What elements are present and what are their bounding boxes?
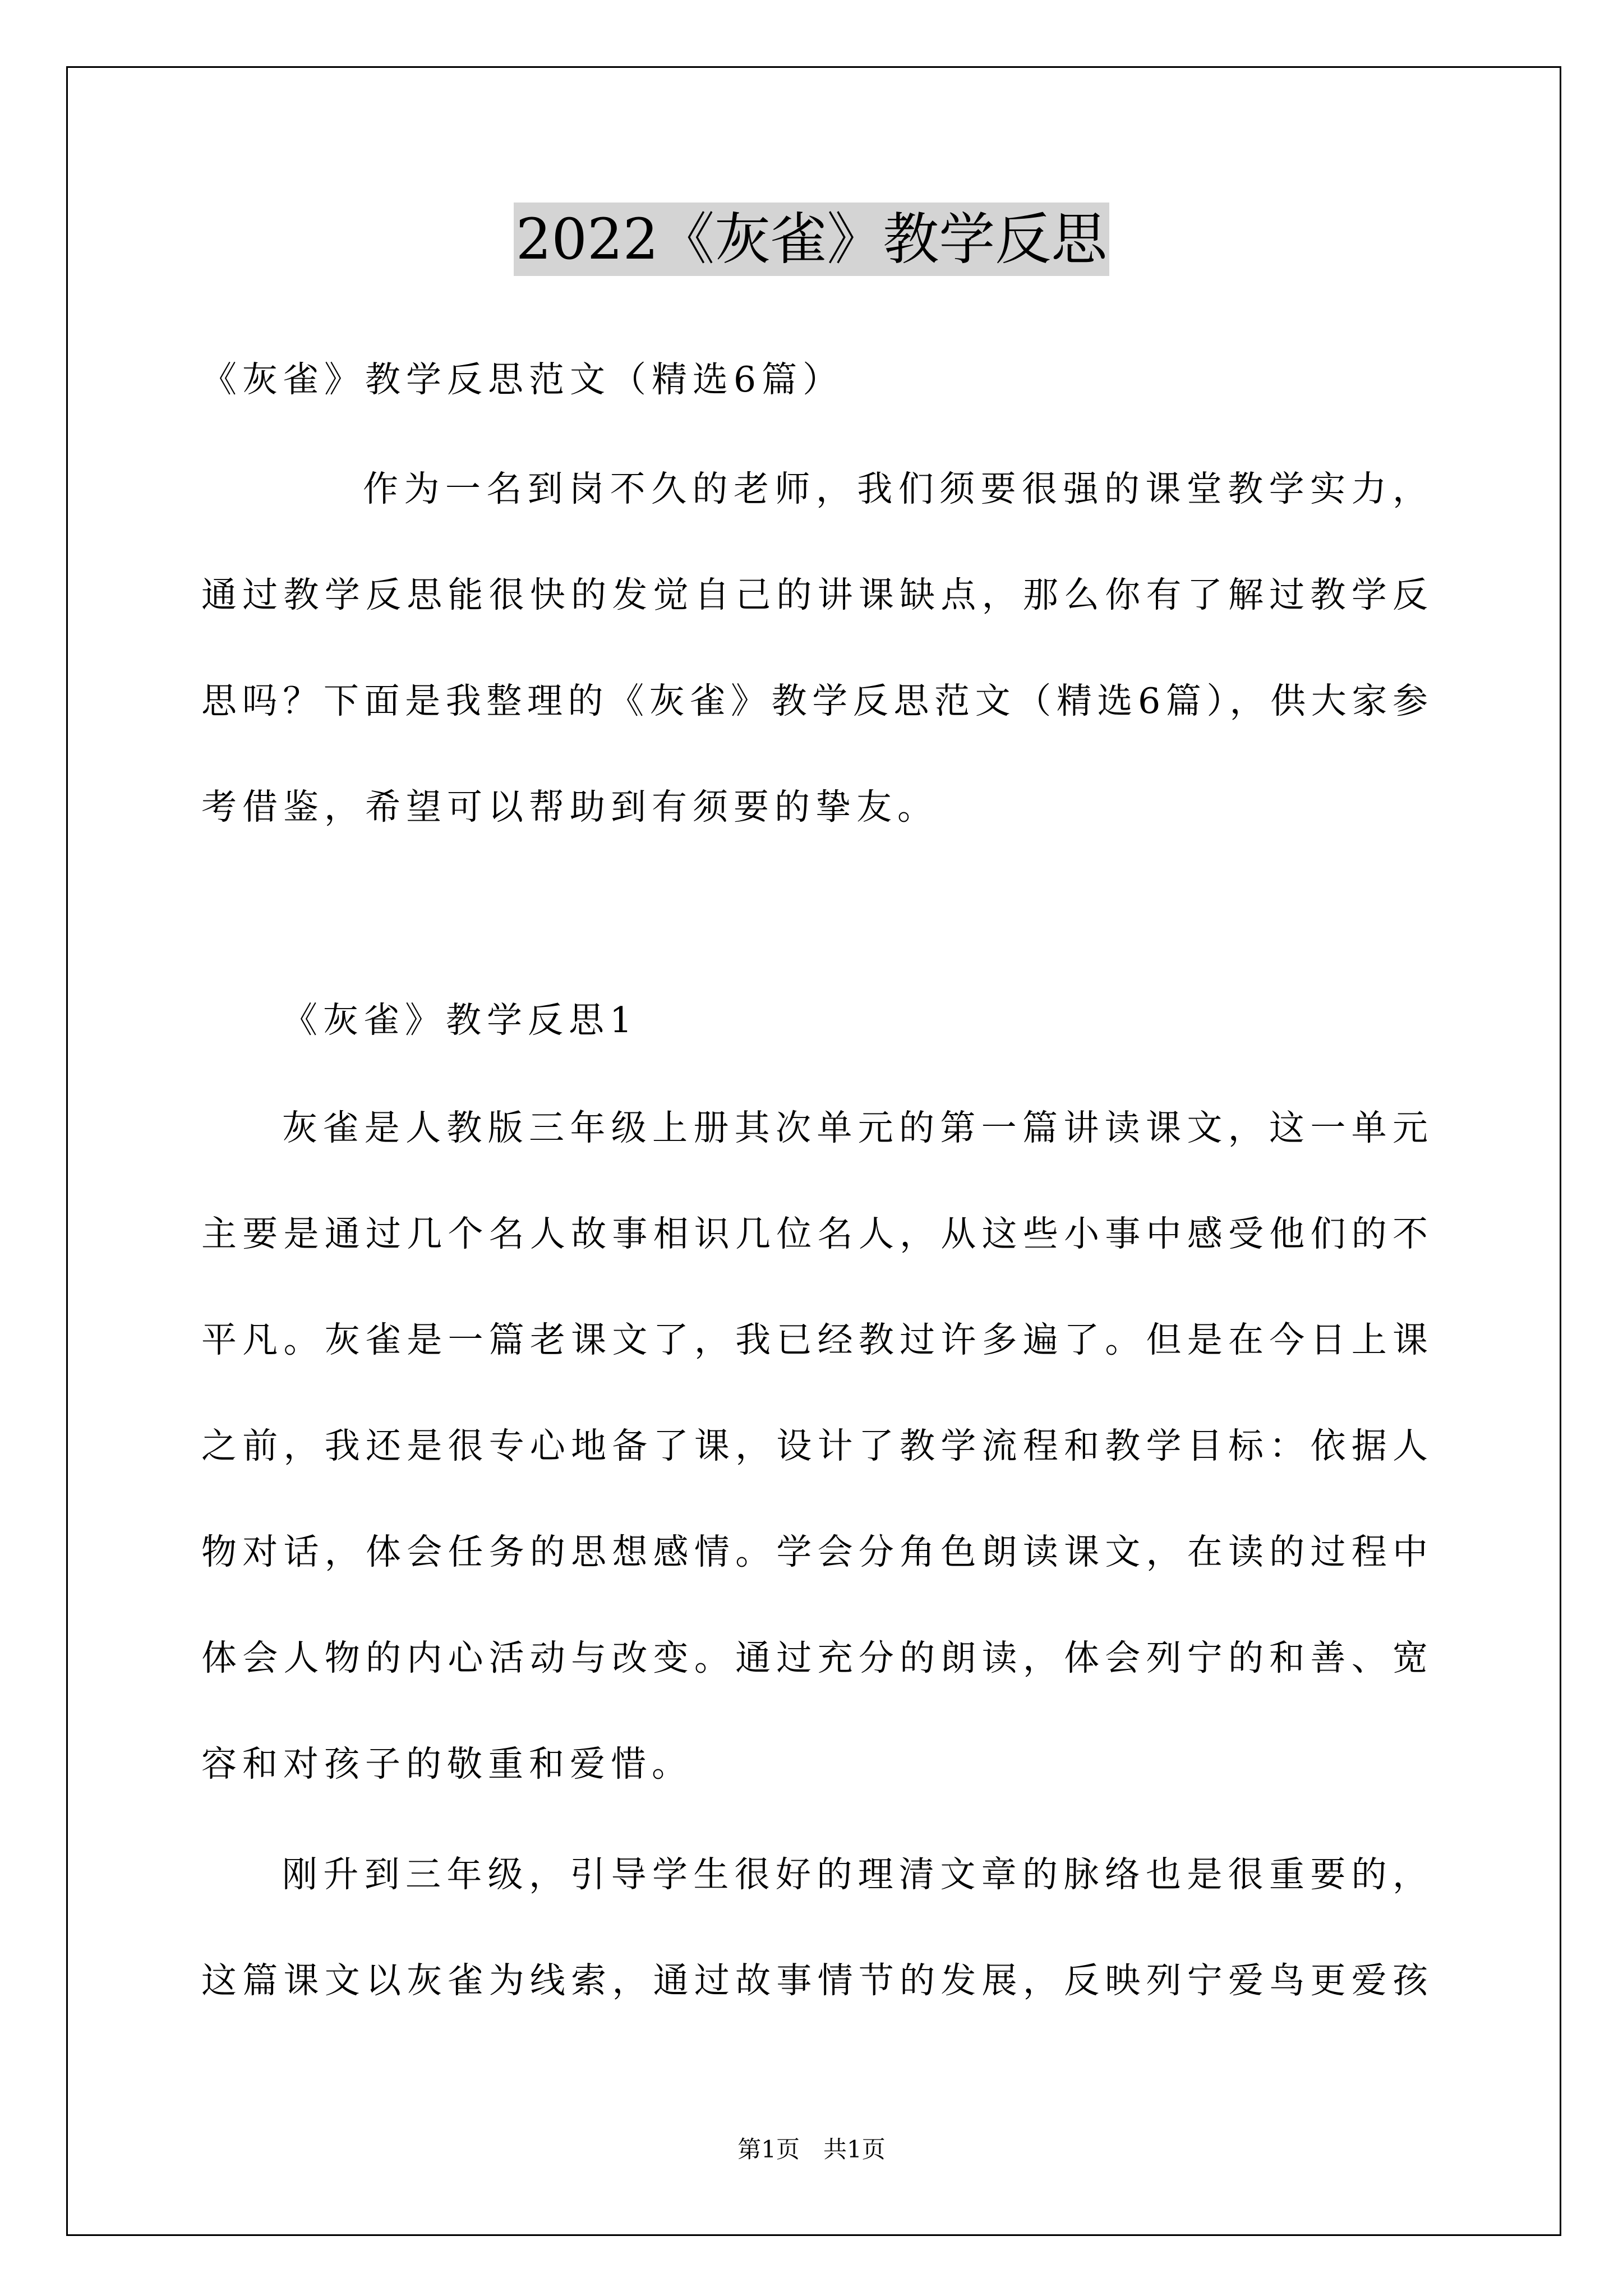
page-footer: 第1页 共1页 (737, 2136, 886, 2163)
paragraph-line: 容和对孩子的敬重和爱惜。 (201, 1743, 693, 1784)
paragraph-line: 刚升到三年级，引导学生很好的理清文章的脉络也是很重要的， (282, 1854, 1428, 1895)
intro-line: 作为一名到岗不久的老师，我们须要很强的课堂教学实力， (363, 468, 1428, 509)
paragraph-line: 平凡。灰雀是一篇老课文了，我已经教过许多遍了。但是在今日上课 (201, 1319, 1428, 1360)
subtitle-block (201, 326, 1428, 432)
section-paragraph-2 (201, 1821, 1428, 2033)
intro-line: 思吗？下面是我整理的《灰雀》教学反思范文（精选6篇），供大家参 (201, 680, 1428, 721)
title-row (0, 203, 1623, 276)
paragraph-line: 这篇课文以灰雀为线索，通过故事情节的发展，反映列宁爱鸟更爱孩 (201, 1960, 1428, 2001)
paragraph-line: 体会人物的内心活动与改变。通过充分的朗读，体会列宁的和善、宽 (201, 1637, 1428, 1678)
paragraph-line: 之前，我还是很专心地备了课，设计了教学流程和教学目标：依据人 (201, 1425, 1428, 1466)
paragraph-line: 主要是通过几个名人故事相识几位名人，从这些小事中感受他们的不 (201, 1213, 1428, 1254)
section-heading: 《灰雀》教学反思1 (282, 1000, 638, 1041)
document-title: 2022《灰雀》教学反思 (514, 203, 1110, 276)
section-heading-block (201, 967, 1428, 1073)
document-subtitle: 《灰雀》教学反思范文（精选6篇） (201, 359, 844, 400)
paragraph-line: 灰雀是人教版三年级上册其次单元的第一篇讲读课文，这一单元 (282, 1107, 1428, 1148)
intro-line: 考借鉴，希望可以帮助到有须要的挚友。 (201, 786, 938, 827)
section-paragraph-1 (201, 1075, 1428, 1817)
intro-paragraph (201, 436, 1428, 860)
paragraph-line: 物对话，体会任务的思想感情。学会分角色朗读课文，在读的过程中 (201, 1531, 1428, 1572)
intro-line: 通过教学反思能很快的发觉自己的讲课缺点，那么你有了解过教学反 (201, 574, 1428, 615)
